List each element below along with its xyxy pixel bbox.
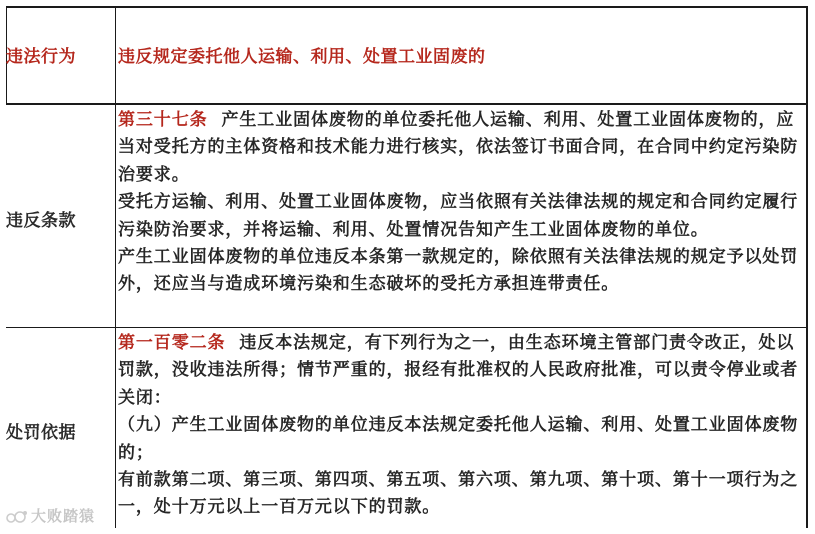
- clause-paragraph-1: [118, 107, 802, 189]
- penalty-paragraph-1-text: 违反本法规定，有下列行为之一，由生态环境主管部门责令改正，处以罚款，没收违法所得；情节严重的，报经有批准权的人民政府批准，可以责令停业或者关闭：: [118, 333, 799, 408]
- table-right-border: [806, 6, 808, 528]
- watermark-text: 大败踏猿: [31, 507, 96, 525]
- penalty-paragraph-3: 有前款第二项、第三项、第四项、第五项、第六项、第九项、第十项、第十一项行为之一，处十万元以上一百万元以下的罚款。: [118, 470, 799, 518]
- clause-paragraph-1-text: 产生工业固体废物的单位委托他人运输、利用、处置工业固体废物的，应当对受托方的主体资格和技术能力进行核实，依法签订书面合同，在合同中约定污染防治要求。: [118, 110, 799, 185]
- clause-content: [118, 107, 802, 299]
- penalty-label: 处罚依据: [6, 423, 76, 443]
- clause-paragraph-3: 产生工业固体废物的单位违反本条第一款规定的，除依照有关法律法规的规定予以处罚外，还应当与造成环境污染和生态破坏的受托方承担连带责任。: [118, 247, 799, 295]
- watermark: [6, 505, 95, 526]
- column-divider: [115, 6, 116, 528]
- row-divider-2: [6, 327, 806, 328]
- penalty-paragraph-1: [118, 330, 802, 412]
- penalty-article-number: 第一百零二条: [118, 333, 226, 353]
- violation-value: 违反规定委托他人运输、利用、处置工业固废的: [118, 47, 486, 67]
- clause-article-number: 第三十七条: [118, 110, 208, 130]
- violation-label: 违法行为: [6, 47, 76, 67]
- penalty-content: [118, 330, 802, 522]
- table-top-border: [6, 6, 806, 8]
- clause-label: 违反条款: [6, 211, 76, 231]
- row-divider-1: [6, 103, 806, 105]
- watermark-logo-icon: [6, 510, 28, 524]
- clause-paragraph-2: 受托方运输、利用、处置工业固体废物，应当依照有关法律法规的规定和合同约定履行污染防治要求，并将运输、利用、处置情况告知产生工业固体废物的单位。: [118, 192, 799, 240]
- penalty-paragraph-2: （九）产生工业固体废物的单位违反本法规定委托他人运输、利用、处置工业固体废物的；: [118, 415, 799, 463]
